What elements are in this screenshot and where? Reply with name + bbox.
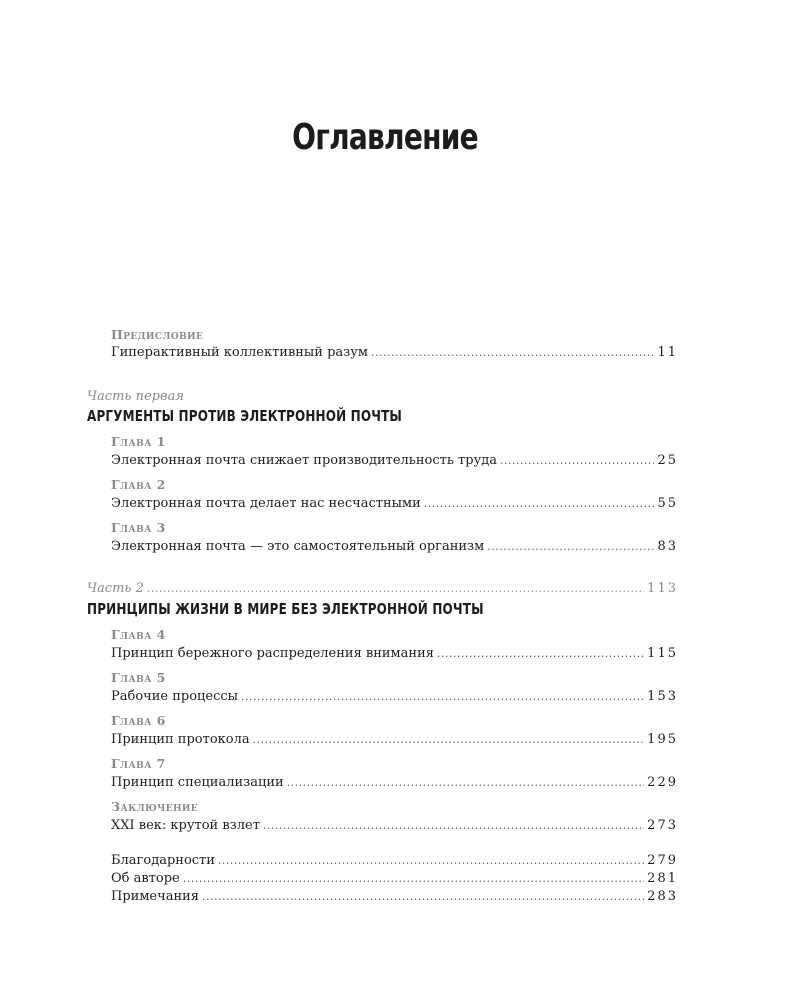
toc-entry-text: XXI век: крутой взлет (111, 818, 260, 833)
toc-page-number: 273 (647, 818, 678, 833)
chapter-label: Глава 3 (111, 520, 166, 535)
toc-entry-chapter-3[interactable] (111, 538, 678, 555)
toc-entry-text: Рабочие процессы (111, 689, 239, 704)
chapter-label: Глава 7 (111, 756, 166, 771)
part1-label: Часть первая (87, 389, 184, 404)
page-title: Оглавление (292, 117, 478, 158)
conclusion-label: Заключение (111, 799, 199, 814)
toc-entry-chapter-4[interactable] (111, 645, 678, 662)
toc-entry-text: Электронная почта — это самостоятельный организм (111, 539, 485, 554)
leader-dots (500, 452, 654, 469)
toc-entry-conclusion[interactable] (111, 817, 678, 834)
toc-entry-text: Об авторе (111, 871, 180, 886)
part2-heading: ПРИНЦИПЫ ЖИЗНИ В МИРЕ БЕЗ ЭЛЕКТРОННОЙ ПОЧТЫ (87, 600, 484, 618)
toc-page-number: 153 (647, 689, 678, 704)
toc-page-number: 113 (647, 581, 678, 596)
toc-entry-text: Принцип бережного распределения внимания (111, 646, 434, 661)
toc-entry-chapter-2[interactable] (111, 495, 678, 512)
toc-page-number: 115 (647, 646, 678, 661)
toc-entry-part2[interactable] (87, 580, 678, 597)
chapter-label: Глава 5 (111, 670, 166, 685)
toc-entry-acknowledgements[interactable] (111, 852, 678, 869)
toc-entry-preface[interactable] (111, 344, 678, 361)
toc-entry-chapter-5[interactable] (111, 688, 678, 705)
toc-page-number: 195 (647, 732, 678, 747)
chapter-label: Глава 2 (111, 477, 166, 492)
toc-page-number: 25 (657, 453, 678, 468)
leader-dots (263, 817, 644, 834)
toc-entry-chapter-7[interactable] (111, 774, 678, 791)
leader-dots (424, 495, 655, 512)
chapter-label: Глава 4 (111, 627, 166, 642)
leader-dots (241, 688, 644, 705)
leader-dots (253, 731, 645, 748)
toc-page-number: 55 (657, 496, 678, 511)
toc-entry-notes[interactable] (111, 888, 678, 905)
toc-entry-text: Гиперактивный коллективный разум (111, 345, 369, 360)
leader-dots (202, 888, 644, 905)
part1-heading: АРГУМЕНТЫ ПРОТИВ ЭЛЕКТРОННОЙ ПОЧТЫ (87, 407, 403, 425)
toc-entry-chapter-1[interactable] (111, 452, 678, 469)
toc-entry-text: Принцип специализации (111, 775, 284, 790)
leader-dots (287, 774, 644, 791)
toc-page-number: 11 (657, 345, 678, 360)
toc-entry-text: Электронная почта снижает производительность труда (111, 453, 497, 468)
toc-entry-chapter-6[interactable] (111, 731, 678, 748)
leader-dots (437, 645, 644, 662)
part2-label: Часть 2 (87, 581, 144, 596)
leader-dots (371, 344, 654, 361)
leader-dots (147, 580, 644, 597)
toc-entry-text: Электронная почта делает нас несчастными (111, 496, 421, 511)
toc-page-number: 83 (657, 539, 678, 554)
preface-label: Предисловие (111, 327, 204, 342)
toc-entry-text: Примечания (111, 889, 200, 904)
toc-page-number: 281 (647, 871, 678, 886)
toc-page-number: 279 (647, 853, 678, 868)
leader-dots (183, 870, 644, 887)
toc-entry-text: Благодарности (111, 853, 215, 868)
chapter-label: Глава 6 (111, 713, 166, 728)
toc-page-number: 229 (647, 775, 678, 790)
leader-dots (487, 538, 654, 555)
toc-page-number: 283 (647, 889, 678, 904)
leader-dots (218, 852, 644, 869)
chapter-label: Глава 1 (111, 434, 166, 449)
toc-entry-about-author[interactable] (111, 870, 678, 887)
toc-entry-text: Принцип протокола (111, 732, 250, 747)
